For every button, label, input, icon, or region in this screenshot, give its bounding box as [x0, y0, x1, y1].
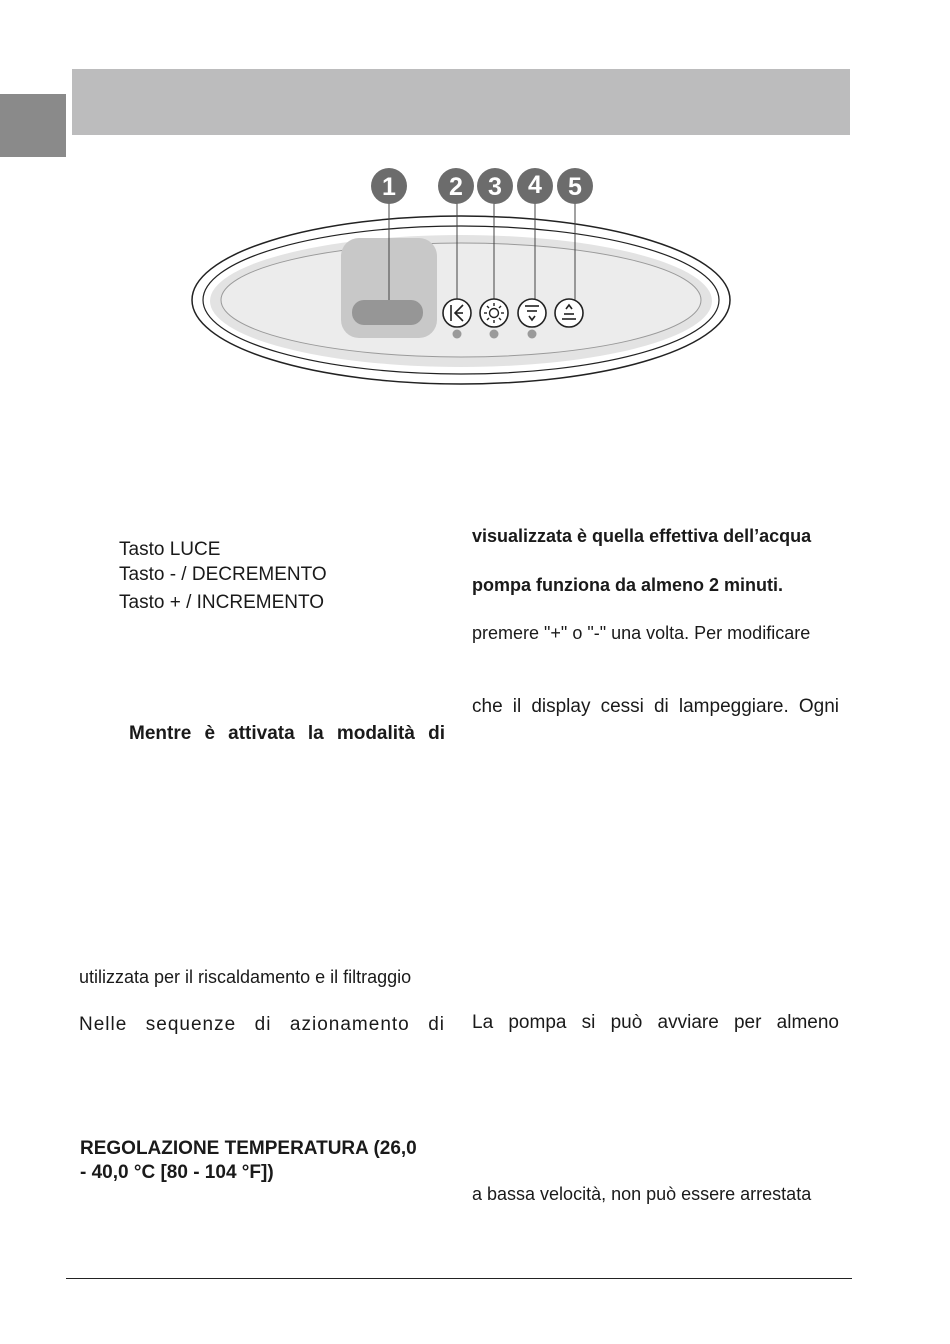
sequence-paragraph-line: Nelle sequenze di azionamento di: [79, 1014, 445, 1035]
legend-increment-key: Tasto + / INCREMENTO: [119, 592, 325, 613]
temperature-heading-line-1: REGOLAZIONE TEMPERATURA (26,0: [80, 1138, 417, 1159]
header-band: [72, 69, 850, 135]
pump-button[interactable]: [443, 299, 471, 327]
callout-3-label: 3: [488, 173, 502, 201]
callout-1: [371, 168, 407, 204]
right-paragraph-line-6: a bassa velocità, non può essere arrestata: [472, 1184, 812, 1204]
decrement-button[interactable]: [518, 299, 546, 327]
increment-button[interactable]: [555, 299, 583, 327]
callout-4: [517, 168, 553, 204]
control-panel-diagram: [188, 165, 734, 390]
footer-rule: [66, 1278, 852, 1279]
callout-3: [477, 168, 513, 204]
callout-2: [438, 168, 474, 204]
heating-paragraph-line: utilizzata per il riscaldamento e il filtraggio: [79, 967, 412, 987]
right-paragraph-line-3: premere "+" o "-" una volta. Per modificare: [472, 623, 811, 643]
callout-1-label: 1: [382, 173, 396, 201]
legend-light-key: Tasto LUCE: [119, 539, 221, 560]
right-paragraph-line-2: pompa funziona da almeno 2 minuti.: [472, 575, 784, 595]
temperature-heading-line-2: - 40,0 °C [80 - 104 °F]): [80, 1162, 274, 1183]
legend-decrement-key: Tasto - / DECREMENTO: [119, 564, 327, 585]
right-paragraph-line-1: visualizzata è quella effettiva dell’acqua: [472, 526, 812, 546]
mode-paragraph-line: Mentre è attivata la modalità di: [129, 723, 445, 744]
right-paragraph-line-4: che il display cessi di lampeggiare. Ogni: [472, 696, 839, 717]
callout-4-label: 4: [528, 171, 542, 199]
callout-5: [557, 168, 593, 204]
right-paragraph-line-5: La pompa si può avviare per almeno: [472, 1012, 839, 1033]
section-tab: [0, 94, 66, 157]
light-button[interactable]: [480, 299, 508, 327]
display-window: [352, 300, 423, 325]
callout-5-label: 5: [568, 173, 582, 201]
temperature-section-heading: [80, 1137, 417, 1185]
callout-2-label: 2: [449, 173, 463, 201]
